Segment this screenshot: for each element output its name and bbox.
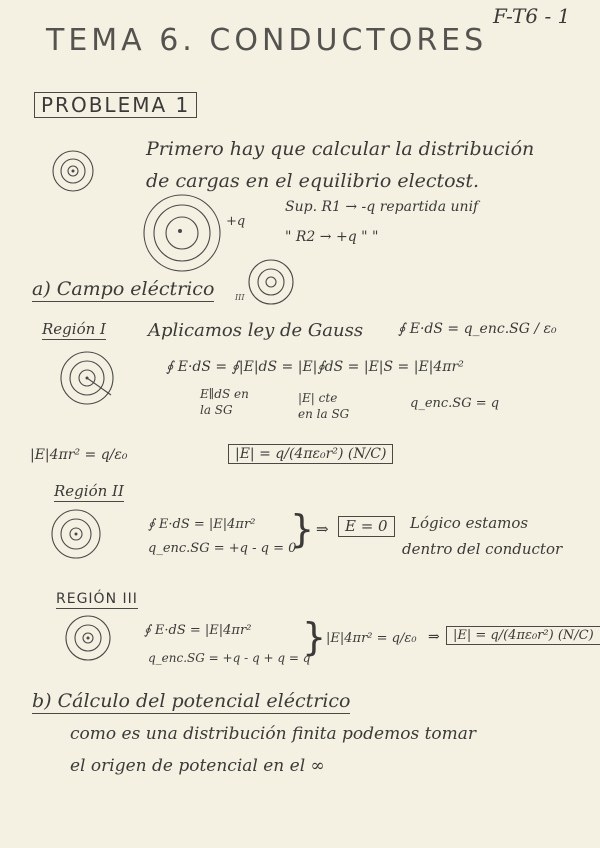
region-1-figure [55, 350, 125, 410]
region-1-result: |E| = q/(4πε₀r²) (N/C) [228, 444, 393, 464]
conductor-sphere-figure [140, 195, 230, 275]
region-2-arrow: ⇒ [316, 520, 329, 538]
region-2-label: Región II [54, 482, 124, 500]
region-1-note-2a: |E| cte [298, 391, 338, 405]
region-1-note-2b: en la SG [298, 407, 350, 421]
region-1-flux-eq: ∮ E·dS = ∮|E|dS = |E|∮dS = |E|S = |E|4πr² [166, 359, 464, 375]
problem-label: PROBLEMA 1 [34, 92, 197, 118]
region-3-result-lhs: |E|4πr² = q/ε₀ [326, 631, 417, 646]
figure-charge-label: +q [226, 214, 246, 229]
region-1-result-lhs: |E|4πr² = q/ε₀ [30, 447, 128, 463]
intro-line-1: Primero hay que calcular la distribución [146, 138, 535, 160]
region-3-label: REGIÓN III [56, 591, 138, 607]
section-b-heading: b) Cálculo del potencial eléctrico [32, 690, 351, 712]
region-2-result: E = 0 [338, 516, 395, 537]
regions-figure [235, 258, 295, 306]
region-1-note-1b: la SG [200, 403, 233, 417]
section-b-line-1: como es una distribución finita podemos tomar [70, 724, 477, 744]
region-2-comment-1: Lógico estamos [410, 514, 529, 532]
svg-text:III: III [235, 293, 245, 302]
region-3-figure [62, 610, 118, 666]
region-3-flux-eq: ∮ E·dS = |E|4πr² [144, 623, 252, 638]
page-number: F-T6 - 1 [493, 4, 571, 28]
page-title: TEMA 6. CONDUCTORES [46, 23, 488, 58]
region-2-flux-eq: ∮ E·dS = |E|4πr² [148, 517, 256, 532]
charge-note-2: " R2 → +q " " [285, 229, 379, 245]
intro-line-2: de cargas en el equilibrio electost. [146, 170, 480, 192]
section-a-heading: a) Campo eléctrico [32, 278, 215, 300]
region-3-brace: } [302, 615, 327, 659]
region-3-arrow: ⇒ [428, 629, 440, 645]
region-3-result: |E| = q/(4πε₀r²) (N/C) [446, 626, 600, 645]
region-2-qenc: q_enc.SG = +q - q = 0 [148, 541, 297, 556]
region-1-qenc: q_enc.SG = q [410, 396, 500, 411]
section-b-line-2: el origen de potencial en el ∞ [70, 756, 325, 776]
gauss-rhs: ∮ E·dS = q_enc.SG / ε₀ [398, 321, 557, 337]
gauss-intro: Aplicamos ley de Gauss [148, 320, 364, 341]
region-3-qenc: q_enc.SG = +q - q + q = q [148, 651, 311, 665]
charge-note-1: Sup. R1 → -q repartida unif [285, 199, 479, 215]
region-1-note-1a: E∥dS en [200, 387, 249, 401]
region-2-figure [48, 508, 112, 564]
conductor-sphere-figure-small [48, 146, 98, 196]
region-2-comment-2: dentro del conductor [402, 540, 563, 558]
region-1-label: Región I [42, 320, 106, 338]
region-2-brace: } [290, 507, 315, 551]
